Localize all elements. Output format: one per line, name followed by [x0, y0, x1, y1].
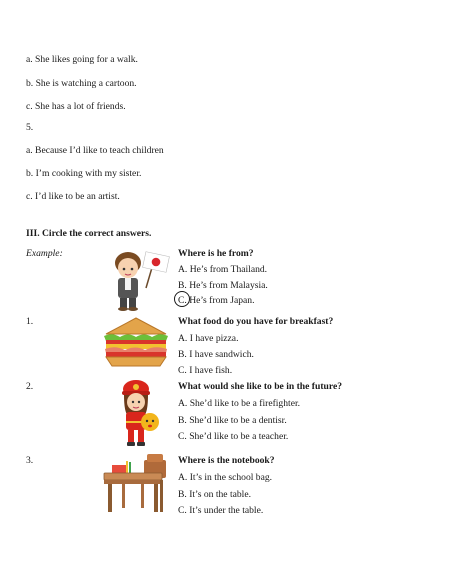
section-title: III. Circle the correct answers.: [26, 228, 152, 239]
firefighter-girl-icon: [116, 378, 162, 451]
answer-line: a. Because I’d like to teach children: [26, 145, 164, 156]
answer-line: b. She is watching a cartoon.: [26, 78, 137, 89]
option-c[interactable]: C. He’s from Japan.: [178, 295, 255, 306]
example-label: Example:: [26, 248, 63, 259]
question-text: What would she like to be in the future?: [178, 381, 342, 392]
answer-circle: [174, 291, 190, 307]
option-c[interactable]: C. It’s under the table.: [178, 505, 264, 516]
boy-with-japan-flag-icon: [104, 248, 170, 315]
item-number: 1.: [26, 316, 34, 327]
option-a[interactable]: A. It’s in the school bag.: [178, 472, 273, 483]
question-text: Where is the notebook?: [178, 455, 275, 466]
option-b[interactable]: B. I have sandwich.: [178, 349, 254, 360]
answer-line: b. I’m cooking with my sister.: [26, 168, 142, 179]
option-b[interactable]: B. It’s on the table.: [178, 489, 252, 500]
option-b[interactable]: B. She’d like to be a dentisr.: [178, 415, 287, 426]
answer-line: a. She likes going for a walk.: [26, 54, 138, 65]
option-b[interactable]: B. He’s from Malaysia.: [178, 280, 268, 291]
question-text: Where is he from?: [178, 248, 254, 259]
option-a[interactable]: A. He’s from Thailand.: [178, 264, 268, 275]
question-number: 5.: [26, 122, 34, 133]
sandwich-icon: [100, 314, 172, 373]
item-number: 3.: [26, 455, 34, 466]
option-a[interactable]: A. She’d like to be a firefighter.: [178, 398, 301, 409]
item-number: 2.: [26, 381, 34, 392]
question-text: What food do you have for breakfast?: [178, 316, 334, 327]
option-a[interactable]: A. I have pizza.: [178, 333, 239, 344]
option-c[interactable]: C. I have fish.: [178, 365, 233, 376]
answer-line: c. She has a lot of friends.: [26, 101, 126, 112]
school-desk-icon: [100, 450, 174, 519]
option-c[interactable]: C. She’d like to be a teacher.: [178, 431, 289, 442]
answer-line: c. I’d like to be an artist.: [26, 191, 120, 202]
